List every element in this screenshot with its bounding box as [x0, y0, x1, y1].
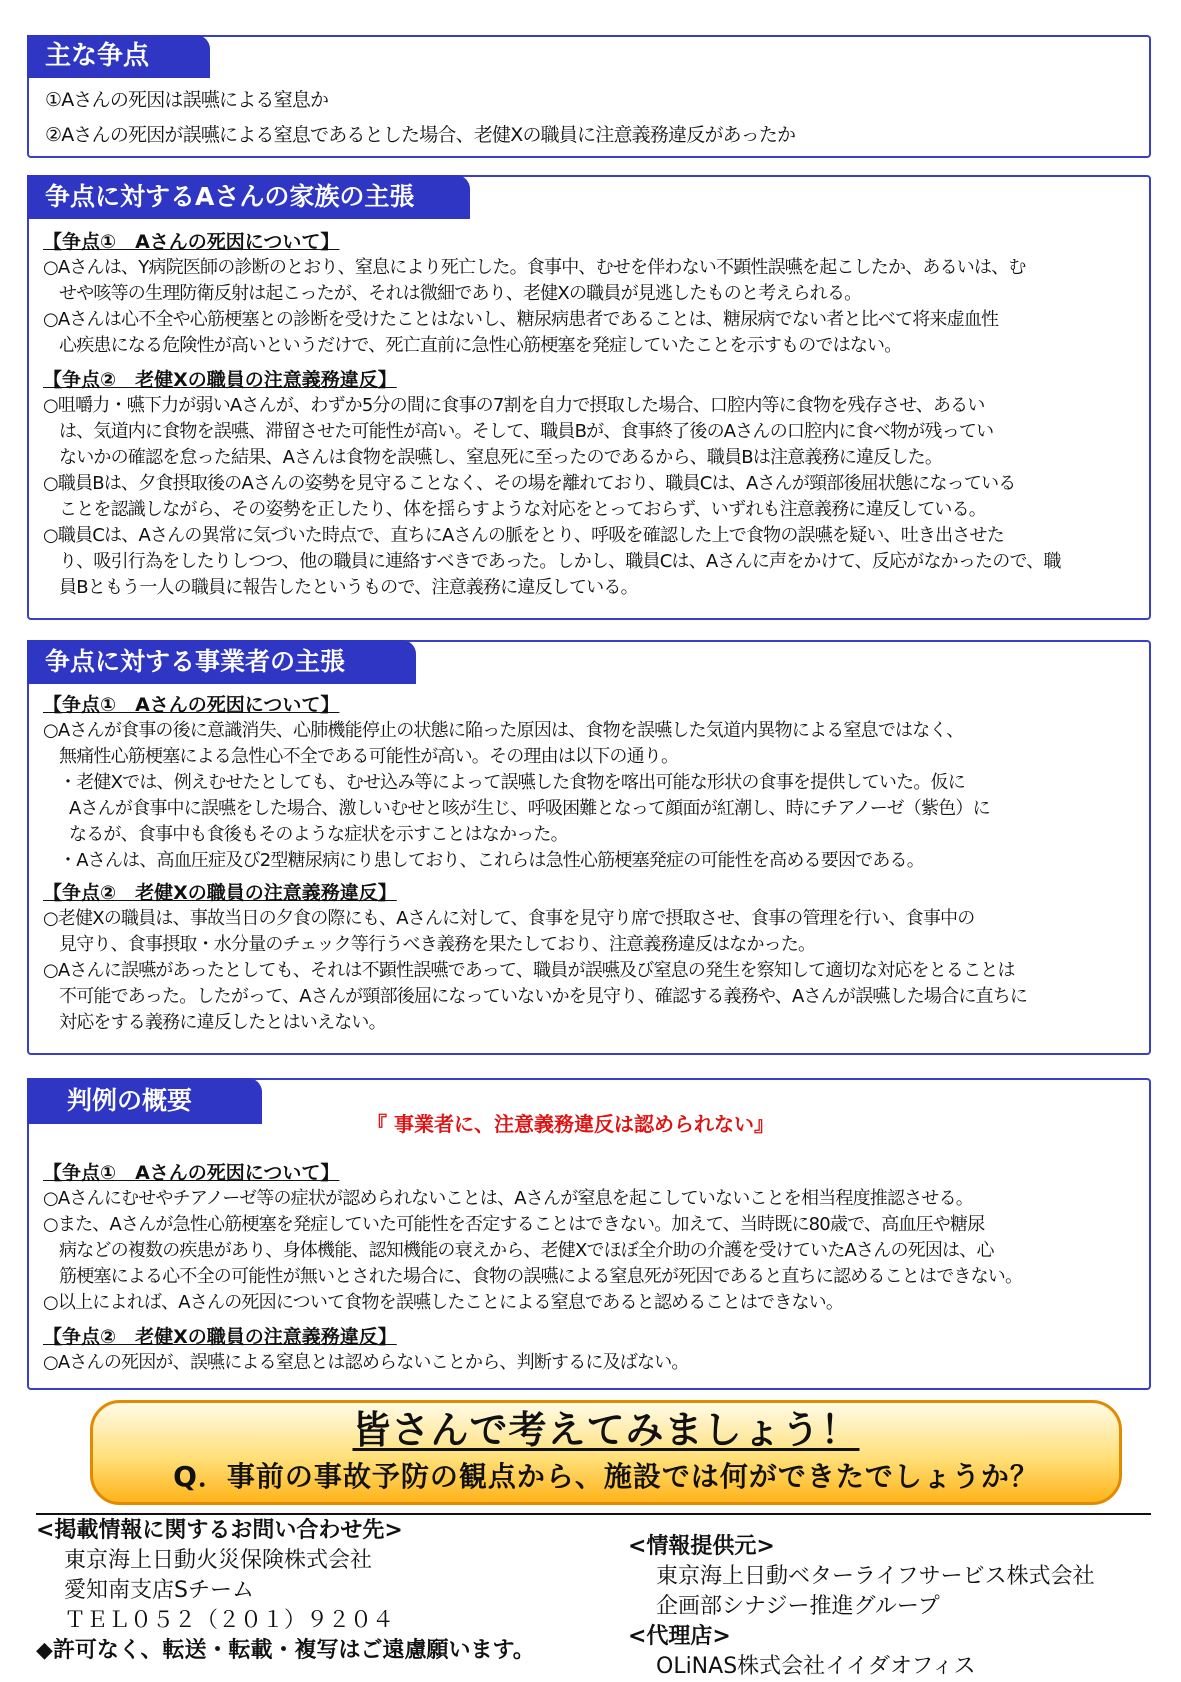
text-line: ○以上によれば、Aさんの死因について食物を誤嚥したことによる窒息であると認めることはできない。	[43, 1292, 844, 1313]
agent-heading: <代理店>	[628, 1624, 731, 1649]
footer-divider	[36, 1513, 1151, 1515]
text-line: 員Bともう一人の職員に報告したというもので、注意義務に違反している。	[59, 577, 638, 598]
text-line: ○Aさんが食事の後に意識消失、心肺機能停止の状態に陥った原因は、食物を誤嚥した気道内異物による窒息ではなく、	[43, 720, 964, 741]
section-title: 争点に対するAさんの家族の主張	[27, 175, 470, 219]
text-line: ○Aさんは心不全や心筋梗塞との診断を受けたことはないし、糖尿病患者であることは、糖尿病でない者と比べて将来虚血性	[43, 309, 999, 330]
text-line: 筋梗塞による心不全の可能性が無いとされた場合に、食物の誤嚥による窒息死が死因であると直ちに認めることはできない。	[59, 1266, 1023, 1287]
provider-heading: <情報提供元>	[628, 1534, 775, 1559]
text-line: ないかの確認を怠った結果、Aさんは食物を誤嚥し、窒息死に至ったのであるから、職員Bは注意義務に違反した。	[59, 447, 943, 468]
contact-team: 愛知南支店Sチーム	[64, 1578, 254, 1603]
bullet-line: なるが、食事中も食後もそのような症状を示すことはなかった。	[69, 824, 568, 845]
text-line: 無痛性心筋梗塞による急性心不全である可能性が高い。その理由は以下の通り。	[59, 746, 679, 767]
agent-name: OLiNAS株式会社イイダオフィス	[656, 1654, 976, 1679]
main-issues-section	[27, 35, 1151, 158]
text-line: ○Aさんの死因が、誤嚥による窒息とは認めらないことから、判断するに及ばない。	[43, 1352, 689, 1373]
text-line: 病などの複数の疾患があり、身体機能、認知機能の衰えから、老健Xでほぼ全介助の介護を受けていたAさんの死因は、心	[59, 1240, 994, 1261]
text-line: ○老健Xの職員は、事故当日の夕食の際にも、Aさんに対して、食事を見守り席で摂取させ、食事の管理を行い、食事中の	[43, 908, 975, 929]
text-line: は、気道内に食物を誤嚥、滞留させた可能性が高い。そして、職員Bが、食事終了後のAさんの口腔内に食べ物が残ってい	[59, 421, 994, 442]
section-title: 主な争点	[27, 35, 210, 78]
verdict-text: 『 事業者に、注意義務違反は認められない』	[367, 1112, 774, 1136]
issue-heading: 【争点② 老健Xの職員の注意義務違反】	[43, 369, 397, 391]
section-title: 判例の概要	[27, 1078, 262, 1124]
text-line: 対応をする義務に違反したとはいえない。	[59, 1012, 386, 1033]
issue-heading: 【争点① Aさんの死因について】	[43, 231, 340, 253]
banner-question: Q．事前の事故予防の観点から、施設では何ができたでしょうか？	[173, 1460, 1039, 1493]
banner-title: 皆さんで考えてみましょう！	[352, 1408, 860, 1452]
provider-dept: 企画部シナジー推進グループ	[656, 1594, 940, 1619]
issue-heading: 【争点① Aさんの死因について】	[43, 694, 340, 716]
provider-company: 東京海上日動ベターライフサービス株式会社	[656, 1564, 1095, 1589]
ruling-summary-section	[27, 1078, 1151, 1390]
issue-item: ①Aさんの死因は誤嚥による窒息か	[45, 89, 329, 111]
contact-info	[36, 1516, 535, 1666]
issue-heading: 【争点① Aさんの死因について】	[43, 1162, 340, 1184]
text-line: せや咳等の生理防衛反射は起こったが、それは微細であり、老健Xの職員が見逃したものと考えられる。	[59, 283, 862, 304]
family-claims-section	[27, 175, 1151, 620]
copy-notice: ◆許可なく、転送・転載・複写はご遠慮願います。	[36, 1638, 535, 1663]
text-line: ○Aさんは、Y病院医師の診断のとおり、窒息により死亡した。食事中、むせを伴わない不顕性誤嚥を起こしたか、あるいは、む	[43, 257, 1026, 278]
issue-heading: 【争点② 老健Xの職員の注意義務違反】	[43, 1326, 397, 1348]
discussion-banner	[90, 1400, 1122, 1505]
provider-info	[628, 1532, 1095, 1682]
issue-item: ②Aさんの死因が誤嚥による窒息であるとした場合、老健Xの職員に注意義務違反があったか	[45, 124, 796, 146]
text-line: 見守り、食事摂取・水分量のチェック等行うべき義務を果たしており、注意義務違反はなかった。	[59, 934, 816, 955]
text-line: 心疾患になる危険性が高いというだけで、死亡直前に急性心筋梗塞を発症していたことを示すものではない。	[59, 335, 902, 356]
text-line: 不可能であった。したがって、Aさんが頸部後屈になっていないかを見守り、確認する義務や、Aさんが誤嚥した場合に直ちに	[59, 986, 1028, 1007]
section-title: 争点に対する事業者の主張	[27, 640, 416, 684]
bullet-line: ・Aさんは、高血圧症及び2型糖尿病にり患しており、これらは急性心筋梗塞発症の可能性を高める要因である。	[59, 850, 924, 871]
contact-tel: ＴＥＬ０５２（２０１）９２０４	[64, 1608, 395, 1633]
text-line: ○職員Cは、Aさんの異常に気づいた時点で、直ちにAさんの脈をとり、呼吸を確認した上で食物の誤嚥を疑い、吐き出させた	[43, 525, 1004, 546]
contact-heading: <掲載情報に関するお問い合わせ先>	[36, 1518, 403, 1543]
bullet-line: Aさんが食事中に誤嚥をした場合、激しいむせと咳が生じ、呼吸困難となって顔面が紅潮し、時にチアノーゼ（紫色）に	[69, 798, 990, 819]
contact-company: 東京海上日動火災保険株式会社	[64, 1548, 373, 1573]
operator-claims-section	[27, 640, 1151, 1055]
text-line: り、吸引行為をしたりしつつ、他の職員に連絡すべきであった。しかし、職員Cは、Aさんに声をかけて、反応がなかったので、職	[59, 551, 1061, 572]
text-line: ○Aさんに誤嚥があったとしても、それは不顕性誤嚥であって、職員が誤嚥及び窒息の発生を察知して適切な対応をとることは	[43, 960, 1015, 981]
bullet-line: ・老健Xでは、例えむせたとしても、むせ込み等によって誤嚥した食物を喀出可能な形状の食事を提供していた。仮に	[59, 772, 965, 793]
text-line: ことを認識しながら、その姿勢を正したり、体を揺らすような対応をとっておらず、いずれも注意義務に違反している。	[59, 499, 986, 520]
text-line: ○また、Aさんが急性心筋梗塞を発症していた可能性を否定することはできない。加えて、当時既に80歳で、高血圧や糖尿	[43, 1214, 985, 1235]
text-line: ○Aさんにむせやチアノーゼ等の症状が認められないことは、Aさんが窒息を起こしていないことを相当程度推認させる。	[43, 1188, 973, 1209]
issue-heading: 【争点② 老健Xの職員の注意義務違反】	[43, 882, 397, 904]
text-line: ○職員Bは、夕食摂取後のAさんの姿勢を見守ることなく、その場を離れており、職員Cは、Aさんが頸部後屈状態になっている	[43, 473, 1016, 494]
text-line: ○咀嚼力・嚥下力が弱いAさんが、わずか5分の間に食事の7割を自力で摂取した場合、口腔内等に食物を残存させ、あるい	[43, 395, 985, 416]
